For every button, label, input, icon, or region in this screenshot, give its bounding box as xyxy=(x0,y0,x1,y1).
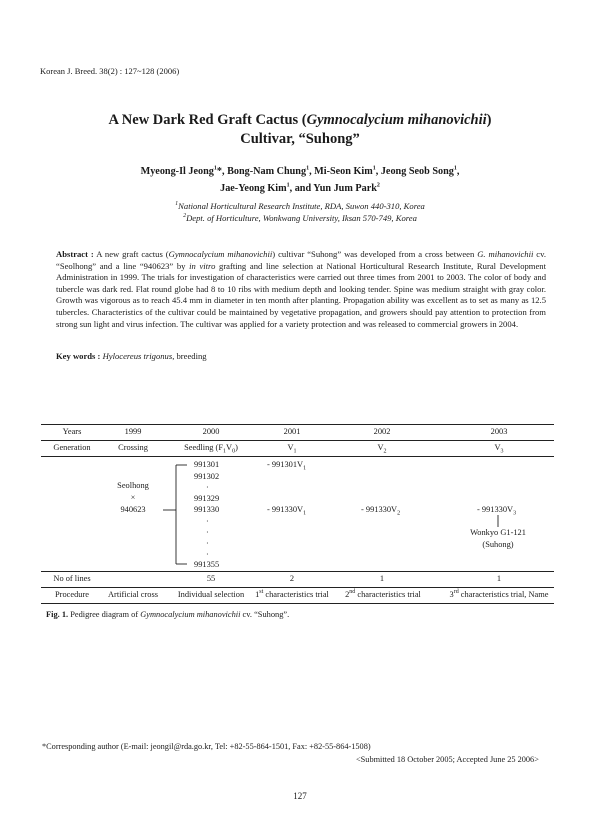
abstract-text: ) cultivar “Suhong” was developed from a cross between xyxy=(272,249,478,259)
caption-species: Gymnocalycium mihanovichii xyxy=(140,610,241,619)
ordinal-suffix: nd xyxy=(349,589,356,596)
seedling-991355: 991355 xyxy=(194,560,220,569)
affil-marker: 2 xyxy=(376,182,380,189)
author-name: , and Yun Jum Park xyxy=(289,183,377,194)
ordinal-suffix: rd xyxy=(453,589,459,596)
generation-text: ) xyxy=(235,443,238,452)
generation-subscript: 1 xyxy=(223,448,226,455)
title-line-2: Cultivar, “Suhong” xyxy=(240,131,360,147)
generation-subscript: 1 xyxy=(293,448,297,455)
affiliation-text: National Horticultural Research Institute, RDA, Suwon 440-310, Korea xyxy=(178,201,425,211)
ellipsis-dot: · xyxy=(206,550,209,559)
ellipsis-dot: · xyxy=(206,528,209,537)
procedure-2003 xyxy=(450,590,549,599)
procedure-2002 xyxy=(345,590,421,599)
selection-subscript: 1 xyxy=(303,465,307,472)
selection-text: - 991330V xyxy=(267,505,304,514)
procedure-text: 1 xyxy=(255,590,260,599)
generation-text: V xyxy=(494,443,501,452)
page-number: 127 xyxy=(293,791,307,801)
selection-text: - 991301V xyxy=(267,460,304,469)
selection-2002-991330 xyxy=(361,505,401,517)
seedling-991329: 991329 xyxy=(194,494,220,503)
generation-text: V xyxy=(377,443,384,452)
affiliation-text: Dept. of Horticulture, Wonkwang University, Iksan 570-749, Korea xyxy=(186,213,417,223)
abstract-species: Gymnocalycium mihanovichii xyxy=(168,249,273,259)
ellipsis-dot: · xyxy=(206,539,209,548)
author-name: Jae-Yeong Kim xyxy=(220,183,287,194)
affil-marker: 1 xyxy=(372,165,376,172)
generation-text: Seedling (F xyxy=(184,443,223,452)
cultivar-name: (Suhong) xyxy=(482,540,514,549)
generation-1999: Crossing xyxy=(118,443,148,452)
header-years: Years xyxy=(62,427,82,436)
selection-2001-991301 xyxy=(267,460,307,472)
affil-marker: 1 xyxy=(286,182,290,189)
lines-label: No of lines xyxy=(53,574,91,583)
author-name: , Mi-Seon Kim xyxy=(309,166,373,177)
abstract-species: G. mihanovichii xyxy=(477,249,534,259)
seedling-991301: 991301 xyxy=(194,460,220,469)
generation-text: V xyxy=(287,443,294,452)
header-2003: 2003 xyxy=(490,427,508,436)
abstract-term: in vitro xyxy=(189,260,216,271)
header-2002: 2002 xyxy=(373,427,391,436)
generation-subscript: 3 xyxy=(500,448,504,455)
author-separator: , xyxy=(456,166,460,177)
procedure-text: characteristics trial xyxy=(355,590,421,599)
selection-text: - 991330V xyxy=(477,505,514,514)
generation-subscript: 2 xyxy=(383,448,387,455)
selection-2001-991330 xyxy=(267,505,307,517)
selection-subscript: 3 xyxy=(513,510,517,517)
ellipsis-dot: · xyxy=(206,517,209,526)
procedure-1999: Artificial cross xyxy=(107,590,159,599)
keyword-text: , breeding xyxy=(172,351,207,361)
keywords-label: Key words : xyxy=(56,351,101,361)
procedure-2001 xyxy=(255,590,329,599)
affil-marker: 1 xyxy=(175,201,179,208)
abstract-text: grafting and line selection at National Horticultural Research Institute, Rural Development Administration in 1999. The trials for investigation of characteristics were carried out three times from 2001 to 2003. The color of body and tubercle was dark red. Flat round globe had 8 to 10 ribs with medium depth and looking tender. Spine was medium straight with gray color. Growth was vigorous as to reach 45.4 mm in diameter in ten month after planting. Propagation ability was excellent as to set as many as 12.5 tubercles. Characteristics of the cultivar could be maintained by vegetative propagation, and growers should pay attention to protection from strong sun light and virus infection. The cultivar was applied for a variety protection and was released to commercial growers in 2004. xyxy=(56,260,546,329)
author-name: Myeong-Il Jeong xyxy=(140,166,214,177)
generation-subscript: 0 xyxy=(232,448,236,455)
procedure-text: 3 xyxy=(449,590,454,599)
selection-2003-991330 xyxy=(477,505,517,517)
affil-marker: 2 xyxy=(183,213,187,220)
corresponding-marker: * xyxy=(216,166,222,177)
affil-marker: 1 xyxy=(306,165,310,172)
journal-reference: Korean J. Breed. 38(2) : 127~128 (2006) xyxy=(40,66,180,76)
lines-2003: 1 xyxy=(496,574,502,583)
ellipsis-dot: · xyxy=(206,483,209,492)
lines-2002: 1 xyxy=(379,574,385,583)
affil-marker: 1 xyxy=(213,165,217,172)
lines-2001: 2 xyxy=(289,574,295,583)
generation-label: Generation xyxy=(53,443,91,452)
header-2000: 2000 xyxy=(202,427,220,436)
procedure-label: Procedure xyxy=(55,590,89,599)
caption-text: cv. “Suhong”. xyxy=(240,610,290,619)
title-text: A New Dark Red Graft Cactus ( xyxy=(108,112,307,128)
procedure-text: 2 xyxy=(345,590,350,599)
header-1999: 1999 xyxy=(124,427,142,436)
parent-940623: 940623 xyxy=(120,505,146,514)
selection-text: - 991330V xyxy=(361,505,398,514)
parent-seolhong: Seolhong xyxy=(117,481,149,490)
caption-text: Pedigree diagram of xyxy=(68,610,141,619)
abstract-text: A new graft cactus ( xyxy=(93,249,169,259)
procedure-text: characteristics trial, Name xyxy=(458,590,549,599)
author-name: , Bong-Nam Chung xyxy=(221,166,307,177)
seedling-991330: 991330 xyxy=(194,505,220,514)
submission-dates: <Submitted 18 October 2005; Accepted June 25 2006> xyxy=(356,755,539,764)
procedure-2000: Individual selection xyxy=(177,590,245,599)
abstract-text: cv. “Seolhong” and a line “940623” by xyxy=(56,249,547,271)
title-text: ) xyxy=(486,112,492,128)
keyword-species: Hylocereus trigonus xyxy=(102,351,173,361)
author-name: , Jeong Seob Song xyxy=(375,166,454,177)
seedling-991302: 991302 xyxy=(194,472,220,481)
lines-2000: 55 xyxy=(206,574,216,583)
title-species: Gymnocalycium mihanovichii xyxy=(306,112,487,128)
figure-caption xyxy=(46,610,289,619)
selection-subscript: 2 xyxy=(397,510,401,517)
affil-marker: 1 xyxy=(453,165,457,172)
header-2001: 2001 xyxy=(283,427,301,436)
corresponding-author-footnote: *Corresponding author (E-mail: jeongil@rda.go.kr, Tel: +82-55-864-1501, Fax: +82-55-864-1508) xyxy=(42,742,371,751)
abstract-label: Abstract : xyxy=(56,249,94,259)
generation-text: V xyxy=(226,443,233,452)
procedure-text: characteristics trial xyxy=(263,590,329,599)
cross-symbol: × xyxy=(130,493,136,502)
cultivar-line-name: Wonkyo G1-121 xyxy=(470,528,526,537)
selection-subscript: 1 xyxy=(303,510,307,517)
caption-label: Fig. 1. xyxy=(46,610,69,619)
ordinal-suffix: st xyxy=(259,589,264,596)
